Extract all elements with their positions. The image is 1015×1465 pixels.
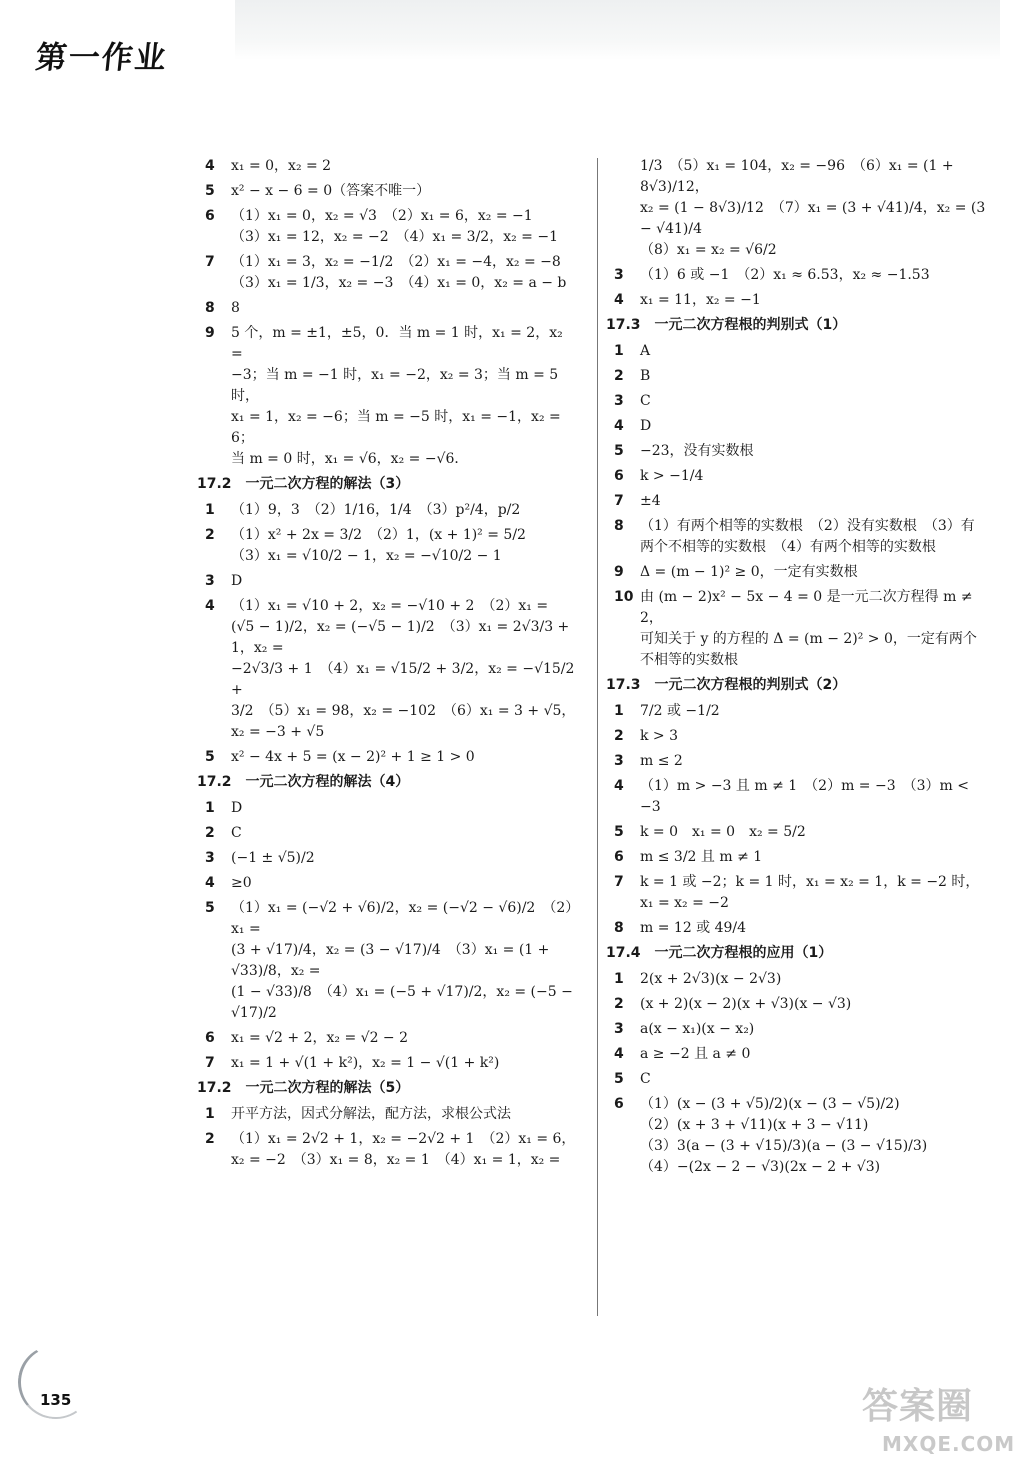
answer-line: （8）x₁ = x₂ = √6/2 xyxy=(640,242,777,258)
question-number: 6 xyxy=(614,468,624,484)
answer-line: （1）9，3 （2）1/16，1/4 （3）p²/4，p/2 xyxy=(231,502,521,518)
answer-line: k = 1 或 −2；k = 1 时，x₁ = x₂ = 1，k = −2 时， xyxy=(640,874,980,890)
answer-item xyxy=(614,416,990,437)
answer-item xyxy=(614,701,990,722)
section-heading: 17.2 一元二次方程的解法（5） xyxy=(197,1080,410,1096)
question-number: 2 xyxy=(205,527,215,543)
answer-text xyxy=(640,969,990,990)
answer-item xyxy=(614,587,990,671)
answer-item xyxy=(614,1094,990,1178)
answer-text xyxy=(640,872,990,914)
question-number: 4 xyxy=(614,778,624,794)
top-scan-band xyxy=(235,0,1000,60)
question-number: 6 xyxy=(614,1096,624,1112)
answer-line: C xyxy=(640,1071,651,1087)
answer-item xyxy=(205,500,577,521)
answer-text xyxy=(640,1019,990,1040)
answer-line: 2(x + 2√3)(x − 2√3) xyxy=(640,971,782,987)
answer-text xyxy=(231,323,577,470)
question-number: 4 xyxy=(614,292,624,308)
answer-text xyxy=(640,366,990,387)
answer-line: 可知关于 y 的方程的 Δ = (m − 2)² > 0，一定有两个 xyxy=(640,631,977,647)
question-number: 10 xyxy=(614,589,634,605)
answer-line: 3/2 （5）x₁ = 98，x₂ = −102 （6）x₁ = 3 + √5， xyxy=(231,703,576,719)
answer-item xyxy=(205,1104,577,1125)
section-heading: 17.3 一元二次方程根的判别式（1） xyxy=(606,317,847,333)
section-heading: 17.3 一元二次方程根的判别式（2） xyxy=(606,677,847,693)
question-number: 5 xyxy=(205,900,215,916)
answer-line: 由 (m − 2)x² − 5x − 4 = 0 是一元二次方程得 m ≠ 2， xyxy=(640,589,973,626)
answer-item xyxy=(614,491,990,512)
answer-item xyxy=(614,776,990,818)
question-number: 3 xyxy=(614,393,624,409)
answer-line: （3）x₁ = √10/2 − 1，x₂ = −√10/2 − 1 xyxy=(231,548,502,564)
answer-item xyxy=(205,156,577,177)
answer-line: （1）(x − (3 + √5)/2)(x − (3 − √5)/2) xyxy=(640,1096,900,1112)
answer-item xyxy=(614,516,990,558)
answer-text xyxy=(640,265,990,286)
answer-line: x₁ = x₂ = −2 xyxy=(640,895,729,911)
answer-text xyxy=(640,1044,990,1065)
question-number: 3 xyxy=(614,1021,624,1037)
answer-line: −2√3/3 + 1 （4）x₁ = √15/2 + 3/2，x₂ = −√15/2 + xyxy=(231,661,575,698)
answer-item xyxy=(614,366,990,387)
answer-line: x₁ = 1，x₂ = −6；当 m = −5 时，x₁ = −1，x₂ = 6； xyxy=(231,409,561,446)
answer-item xyxy=(205,596,577,743)
answer-item xyxy=(205,181,577,202)
answer-line: （1）x₁ = 0，x₂ = √3 （2）x₁ = 6，x₂ = −1 xyxy=(231,208,533,224)
page-arc-decoration xyxy=(12,1339,99,1425)
answer-item xyxy=(205,798,577,819)
answer-text xyxy=(640,1069,990,1090)
answer-item xyxy=(614,1019,990,1040)
answer-item xyxy=(614,751,990,772)
answer-item xyxy=(614,156,990,261)
answer-line: k > 3 xyxy=(640,728,679,744)
question-number: 9 xyxy=(205,325,215,341)
answer-text xyxy=(640,562,990,583)
answer-line: 不相等的实数根 xyxy=(640,652,738,668)
answer-line: D xyxy=(231,800,243,816)
answer-line: （1）x₁ = √10 + 2，x₂ = −√10 + 2 （2）x₁ = xyxy=(231,598,549,614)
question-number: 5 xyxy=(614,1071,624,1087)
answer-text xyxy=(640,822,990,843)
answer-item xyxy=(205,525,577,567)
answer-text xyxy=(640,1094,990,1178)
question-number: 7 xyxy=(205,254,215,270)
answer-line: 5 个，m = ±1，±5，0．当 m = 1 时，x₁ = 2，x₂ = xyxy=(231,325,563,362)
answer-line: ±4 xyxy=(640,493,661,509)
answer-text xyxy=(640,994,990,1015)
answer-line: −3；当 m = −1 时，x₁ = −2，x₂ = 3；当 m = 5 时， xyxy=(231,367,559,404)
question-number: 5 xyxy=(614,824,624,840)
question-number: 2 xyxy=(614,728,624,744)
question-number: 9 xyxy=(614,564,624,580)
answer-item xyxy=(205,1129,577,1171)
answer-line: 开平方法，因式分解法，配方法，求根公式法 xyxy=(231,1106,511,1122)
question-number: 2 xyxy=(205,825,215,841)
answer-line: A xyxy=(640,343,651,359)
answer-item xyxy=(614,822,990,843)
question-number: 3 xyxy=(614,753,624,769)
answer-item xyxy=(614,290,990,311)
answer-text xyxy=(640,847,990,868)
question-number: 4 xyxy=(614,1046,624,1062)
answer-text xyxy=(231,156,577,177)
answer-line: k > −1/4 xyxy=(640,468,704,484)
question-number: 3 xyxy=(205,850,215,866)
answer-text xyxy=(231,848,577,869)
answer-line: x₁ = 11，x₂ = −1 xyxy=(640,292,761,308)
answer-line: （2）(x + 3 + √11)(x + 3 − √11) xyxy=(640,1117,869,1133)
question-number: 1 xyxy=(205,502,215,518)
question-number: 4 xyxy=(205,158,215,174)
answer-line: 1/3 （5）x₁ = 104，x₂ = −96 （6）x₁ = (1 + 8√3)/12， xyxy=(640,158,954,195)
page-number: 135 xyxy=(40,1391,72,1409)
question-number: 5 xyxy=(614,443,624,459)
answer-line: 7/2 或 −1/2 xyxy=(640,703,720,719)
answer-item xyxy=(614,726,990,747)
answer-line: （1）x² + 2x = 3/2 （2）1，(x + 1)² = 5/2 xyxy=(231,527,526,543)
answer-item xyxy=(205,298,577,319)
answer-text xyxy=(640,701,990,722)
answer-text xyxy=(231,823,577,844)
answer-line: （1）x₁ = 2√2 + 1，x₂ = −2√2 + 1 （2）x₁ = 6， xyxy=(231,1131,576,1147)
answer-item xyxy=(614,391,990,412)
question-number: 6 xyxy=(205,208,215,224)
question-number: 2 xyxy=(614,996,624,1012)
answer-text xyxy=(640,391,990,412)
answer-line: x₂ = −3 + √5 xyxy=(231,724,325,740)
answer-text xyxy=(231,1129,577,1171)
answer-text xyxy=(640,918,990,939)
answer-text xyxy=(231,798,577,819)
answer-text xyxy=(640,776,990,818)
answer-item xyxy=(205,206,577,248)
answer-item xyxy=(205,898,577,1024)
question-number: 6 xyxy=(614,849,624,865)
answer-text xyxy=(640,516,990,558)
answer-line: D xyxy=(640,418,652,434)
answer-line: x₁ = 1 + √(1 + k²)，x₂ = 1 − √(1 + k²) xyxy=(231,1055,500,1071)
question-number: 4 xyxy=(205,598,215,614)
answer-line: x₂ = −2 （3）x₁ = 8，x₂ = 1 （4）x₁ = 1，x₂ = xyxy=(231,1152,561,1168)
answer-item xyxy=(614,562,990,583)
answer-line: m ≤ 3/2 且 m ≠ 1 xyxy=(640,849,763,865)
answer-text xyxy=(640,341,990,362)
answer-item xyxy=(205,252,577,294)
answer-item xyxy=(205,1053,577,1074)
question-number: 5 xyxy=(205,183,215,199)
answer-text xyxy=(231,898,577,1024)
answer-line: D xyxy=(231,573,243,589)
answer-item xyxy=(205,1028,577,1049)
answer-text xyxy=(231,596,577,743)
answer-text xyxy=(640,441,990,462)
answer-item xyxy=(614,847,990,868)
answer-item xyxy=(614,466,990,487)
answer-item xyxy=(614,918,990,939)
watermark-logo: 答案圈 xyxy=(862,1386,974,1427)
answer-line: （1）x₁ = (−√2 + √6)/2，x₂ = (−√2 − √6)/2 （2）x₁ = xyxy=(231,900,573,937)
answer-line: ≥0 xyxy=(231,875,252,891)
question-number: 8 xyxy=(614,518,624,534)
answer-line: （4）−(2x − 2 − √3)(2x − 2 + √3) xyxy=(640,1159,881,1175)
answer-line: x² − x − 6 = 0（答案不唯一） xyxy=(231,183,431,199)
answer-text xyxy=(640,416,990,437)
answer-line: （3）x₁ = 1/3，x₂ = −3 （4）x₁ = 0，x₂ = a − b xyxy=(231,275,567,291)
question-number: 8 xyxy=(205,300,215,316)
answer-item xyxy=(614,872,990,914)
question-number: 1 xyxy=(205,1106,215,1122)
answer-text xyxy=(640,156,990,261)
answer-line: x² − 4x + 5 = (x − 2)² + 1 ≥ 1 > 0 xyxy=(231,749,475,765)
answer-line: (−1 ± √5)/2 xyxy=(231,850,315,866)
answer-item xyxy=(205,571,577,592)
section-heading: 17.2 一元二次方程的解法（3） xyxy=(197,476,410,492)
answer-text xyxy=(640,491,990,512)
watermark-url: MXQE.COM xyxy=(882,1432,1015,1456)
answer-text xyxy=(231,500,577,521)
answer-item xyxy=(205,323,577,470)
answer-line: 两个不相等的实数根 （4）有两个相等的实数根 xyxy=(640,539,936,555)
question-number: 3 xyxy=(614,267,624,283)
answer-line: x₁ = √2 + 2，x₂ = √2 − 2 xyxy=(231,1030,409,1046)
answer-line: a ≥ −2 且 a ≠ 0 xyxy=(640,1046,751,1062)
answer-item xyxy=(205,747,577,768)
answer-text xyxy=(640,587,990,671)
answer-line: (√5 − 1)/2，x₂ = (−√5 − 1)/2 （3）x₁ = 2√3/3 + 1，x₂ = xyxy=(231,619,570,656)
answer-line: 当 m = 0 时，x₁ = √6，x₂ = −√6． xyxy=(231,451,469,467)
answer-text xyxy=(231,1028,577,1049)
brand-title: 第一作业 xyxy=(33,40,170,76)
answer-text xyxy=(640,726,990,747)
column-divider xyxy=(597,158,598,1316)
answer-text xyxy=(231,181,577,202)
answer-line: （1）m > −3 且 m ≠ 1 （2）m = −3 （3）m < −3 xyxy=(640,778,969,815)
answer-line: （3）3(a − (3 + √15)/3)(a − (3 − √15)/3) xyxy=(640,1138,928,1154)
answer-text xyxy=(231,1104,577,1125)
left-answer-column xyxy=(197,156,577,1175)
question-number: 7 xyxy=(614,874,624,890)
question-number: 7 xyxy=(205,1055,215,1071)
question-number: 6 xyxy=(205,1030,215,1046)
answer-item xyxy=(205,873,577,894)
answer-line: −23，没有实数根 xyxy=(640,443,754,459)
answer-line: x₁ = 0，x₂ = 2 xyxy=(231,158,332,174)
answer-line: (x + 2)(x − 2)(x + √3)(x − √3) xyxy=(640,996,852,1012)
answer-text xyxy=(231,873,577,894)
section-heading: 17.2 一元二次方程的解法（4） xyxy=(197,774,410,790)
answer-item xyxy=(205,848,577,869)
answer-text xyxy=(640,290,990,311)
section-heading: 17.4 一元二次方程根的应用（1） xyxy=(606,945,833,961)
answer-item xyxy=(205,823,577,844)
answer-item xyxy=(614,441,990,462)
answer-line: (3 + √17)/4，x₂ = (3 − √17)/4 （3）x₁ = (1 + √33)/8，x₂ = xyxy=(231,942,550,979)
question-number: 5 xyxy=(205,749,215,765)
question-number: 8 xyxy=(614,920,624,936)
answer-item xyxy=(614,1069,990,1090)
answer-text xyxy=(640,751,990,772)
answer-text xyxy=(231,747,577,768)
answer-line: m = 12 或 49/4 xyxy=(640,920,747,936)
answer-line: m ≤ 2 xyxy=(640,753,683,769)
answer-item xyxy=(614,994,990,1015)
answer-text xyxy=(231,298,577,319)
answer-line: (1 − √33)/8 （4）x₁ = (−5 + √17)/2，x₂ = (−5 − √17)/2 xyxy=(231,984,573,1021)
page-number-badge xyxy=(18,1345,88,1415)
answer-line: 8 xyxy=(231,300,240,316)
answer-item xyxy=(614,1044,990,1065)
answer-text xyxy=(231,525,577,567)
answer-line: （1）x₁ = 3，x₂ = −1/2 （2）x₁ = −4，x₂ = −8 xyxy=(231,254,561,270)
question-number: 4 xyxy=(614,418,624,434)
answer-line: k = 0 x₁ = 0 x₂ = 5/2 xyxy=(640,824,806,840)
answer-text xyxy=(640,466,990,487)
answer-text xyxy=(231,571,577,592)
question-number: 1 xyxy=(205,800,215,816)
answer-item xyxy=(614,969,990,990)
question-number: 1 xyxy=(614,343,624,359)
answer-line: （1）6 或 −1 （2）x₁ ≈ 6.53，x₂ ≈ −1.53 xyxy=(640,267,930,283)
question-number: 7 xyxy=(614,493,624,509)
question-number: 3 xyxy=(205,573,215,589)
answer-line: （3）x₁ = 12，x₂ = −2 （4）x₁ = 3/2，x₂ = −1 xyxy=(231,229,558,245)
question-number: 2 xyxy=(205,1131,215,1147)
answer-text xyxy=(231,252,577,294)
answer-line: （1）有两个相等的实数根 （2）没有实数根 （3）有 xyxy=(640,518,975,534)
answer-text xyxy=(231,206,577,248)
answer-line: x₂ = (1 − 8√3)/12 （7）x₁ = (3 + √41)/4，x₂ = (3 − √41)/4 xyxy=(640,200,986,237)
question-number: 2 xyxy=(614,368,624,384)
right-answer-column xyxy=(606,156,990,1182)
answer-text xyxy=(231,1053,577,1074)
answer-line: a(x − x₁)(x − x₂) xyxy=(640,1021,755,1037)
answer-line: C xyxy=(640,393,651,409)
question-number: 4 xyxy=(205,875,215,891)
answer-line: B xyxy=(640,368,651,384)
answer-item xyxy=(614,265,990,286)
answer-item xyxy=(614,341,990,362)
answer-line: C xyxy=(231,825,242,841)
question-number: 1 xyxy=(614,703,624,719)
answer-line: Δ = (m − 1)² ≥ 0，一定有实数根 xyxy=(640,564,858,580)
question-number: 1 xyxy=(614,971,624,987)
